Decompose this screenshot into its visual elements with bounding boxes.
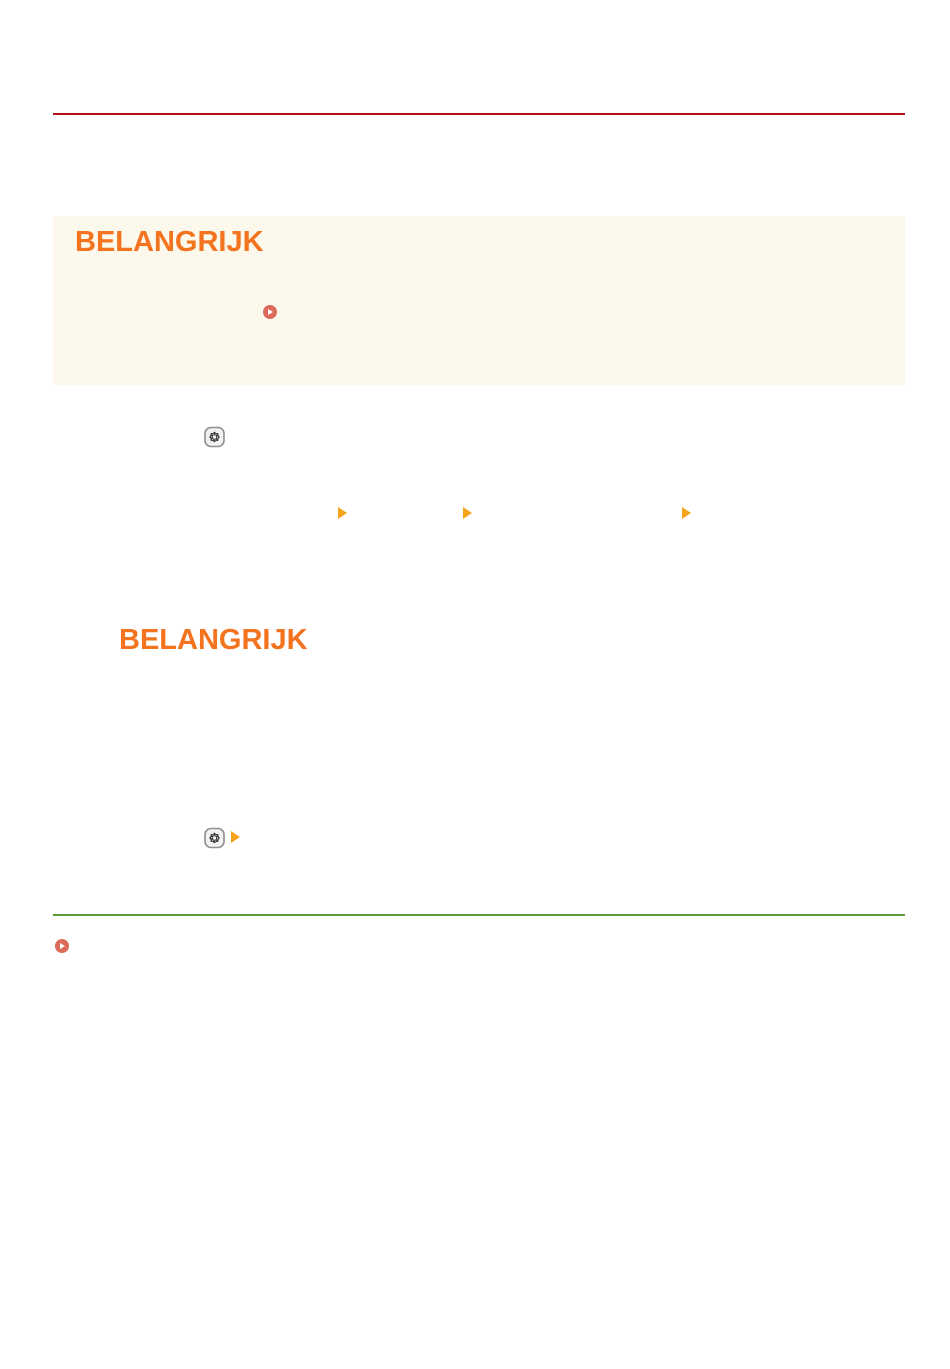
important-callout-box: [53, 216, 905, 385]
menu-gear-key-icon: [204, 426, 225, 448]
top-divider: [53, 113, 905, 115]
arrow-right-icon: [463, 507, 472, 519]
menu-gear-key-icon: [204, 827, 225, 849]
bottom-divider: [53, 914, 905, 916]
play-triangle-icon: [268, 309, 273, 315]
play-circle-icon[interactable]: [263, 305, 277, 319]
play-triangle-icon: [60, 943, 65, 949]
important-section-title: BELANGRIJK: [119, 624, 308, 656]
arrow-right-icon: [338, 507, 347, 519]
play-circle-icon[interactable]: [55, 939, 69, 953]
arrow-right-icon: [231, 831, 240, 843]
arrow-right-icon: [682, 507, 691, 519]
important-box-title: BELANGRIJK: [75, 226, 264, 258]
